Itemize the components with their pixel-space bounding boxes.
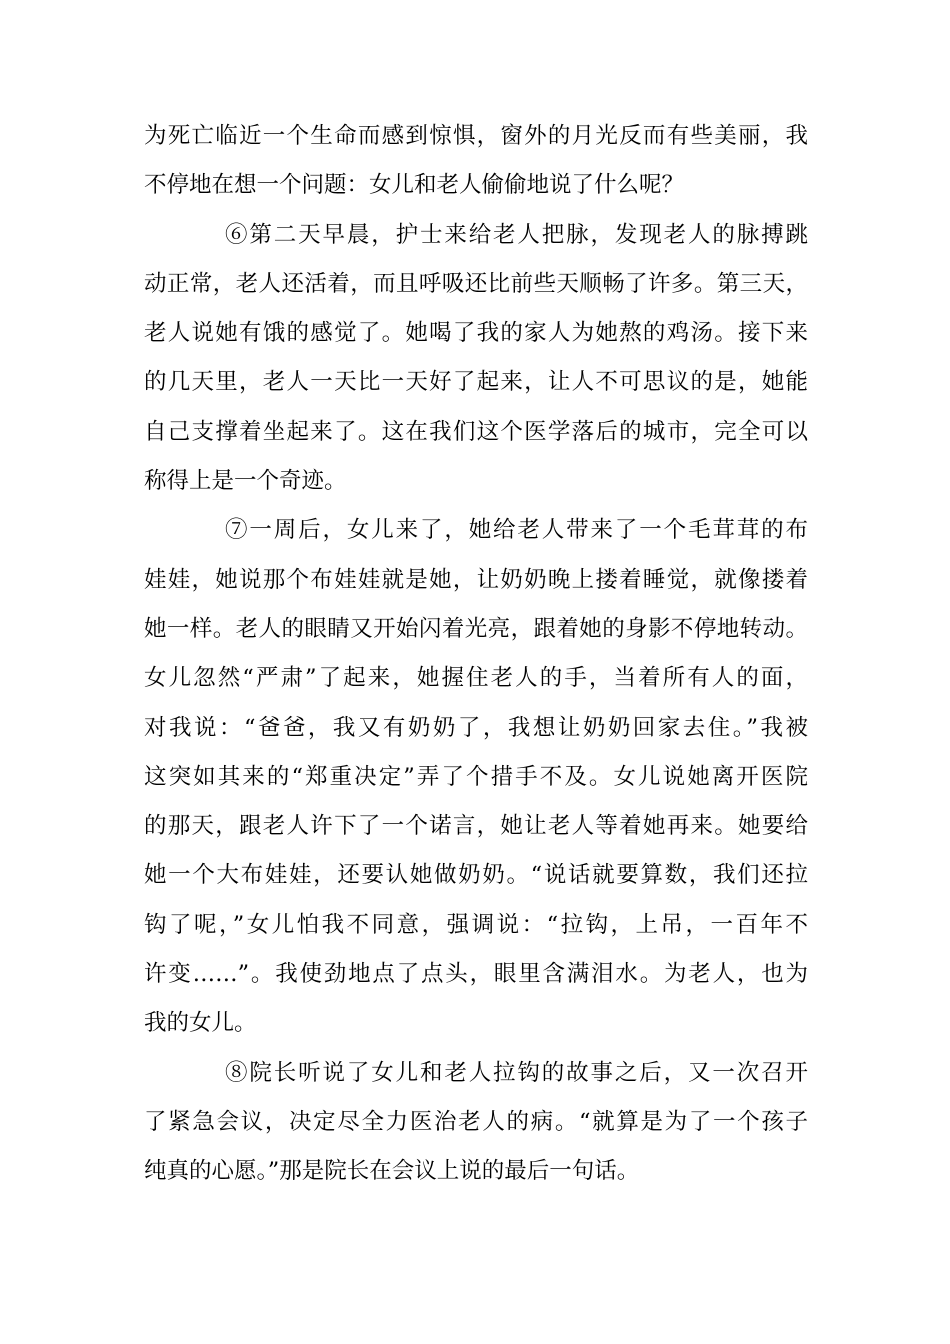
text-line: 对我说：“爸爸，我又有奶奶了，我想让奶奶回家去住。”我被 [144,714,808,741]
text-line: 娃娃，她说那个布娃娃就是她，让奶奶晚上搂着睡觉，就像搂着 [144,566,808,593]
text-line: 动正常，老人还活着，而且呼吸还比前些天顺畅了许多。第三天， [144,270,808,297]
text-line: 她一个大布娃娃，还要认她做奶奶。“说话就要算数，我们还拉 [144,862,808,889]
text-line: ⑦一周后，女儿来了，她给老人带来了一个毛茸茸的布 [225,517,808,544]
paragraph-6 [144,211,808,507]
text-line: 称得上是一个奇迹。 [144,468,347,495]
paragraph-8 [144,1049,808,1197]
paragraph-5-tail [144,112,808,211]
text-line: 纯真的心愿。”那是院长在会议上说的最后一句话。 [144,1158,640,1185]
text-line: 了紧急会议，决定尽全力医治老人的病。“就算是为了一个孩子 [144,1108,808,1135]
text-line: 我的女儿。 [144,1010,257,1037]
text-line: ⑥第二天早晨，护士来给老人把脉，发现老人的脉搏跳 [225,221,808,248]
text-line: ⑧院长听说了女儿和老人拉钩的故事之后，又一次召开 [225,1059,808,1086]
text-line: 为死亡临近一个生命而感到惊惧，窗外的月光反而有些美丽，我 [144,123,808,149]
text-line: 许变……”。我使劲地点了点头，眼里含满泪水。为老人，也为 [144,961,808,988]
text-line: 女儿忽然“严肃”了起来，她握住老人的手，当着所有人的面， [144,665,808,692]
text-line: 自己支撑着坐起来了。这在我们这个医学落后的城市，完全可以 [144,418,808,445]
text-line: 不停地在想一个问题：女儿和老人偷偷地说了什么呢？ [144,172,685,199]
text-line: 老人说她有饿的感觉了。她喝了我的家人为她熬的鸡汤。接下来 [144,320,808,347]
text-line: 的几天里，老人一天比一天好了起来，让人不可思议的是，她能 [144,369,808,396]
text-line: 她一样。老人的眼睛又开始闪着光亮，跟着她的身影不停地转动。 [144,615,808,642]
text-line: 这突如其来的“郑重决定”弄了个措手不及。女儿说她离开医院 [144,763,808,790]
body-text [144,112,808,1197]
paragraph-7 [144,506,808,1048]
text-line: 的那天，跟老人许下了一个诺言，她让老人等着她再来。她要给 [144,813,808,840]
text-line: 钩了呢，”女儿怕我不同意，强调说：“拉钩，上吊，一百年不 [144,911,808,938]
